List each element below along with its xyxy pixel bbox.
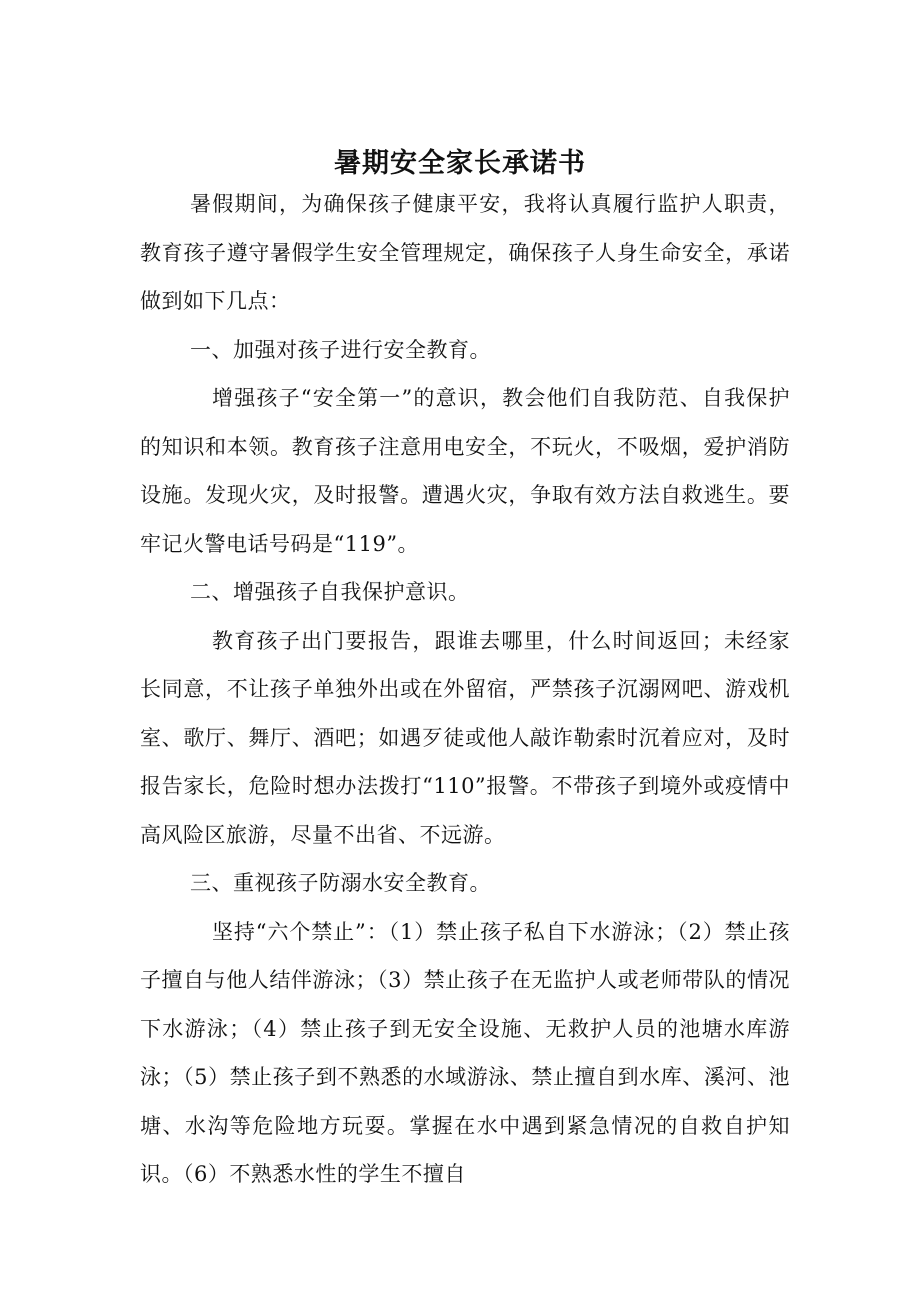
intro-paragraph: 暑假期间，为确保孩子健康平安，我将认真履行监护人职责，教育孩子遵守暑假学生安全管理规定，确保孩子人身生命安全，承诺做到如下几点： — [140, 192, 790, 313]
section-paragraph-3: 坚持“六个禁止”：（1）禁止孩子私自下水游泳；（2）禁止孩子擅自与他人结伴游泳；（3）禁止孩子在无监护人或老师带队的情况下水游泳；（4）禁止孩子到无安全设施、无救护人员的池塘水库游泳；（5）禁止孩子到不熟悉的水域游泳、禁止擅自到水库、溪河、池塘、水沟等危险地方玩耍。掌握在水中遇到紧急情况的自救自护知识。（6）不熟悉水性的学生不擅自 — [140, 919, 790, 1186]
document-body — [140, 180, 790, 1199]
section-heading-3: 三、重视孩子防溺水安全教育。 — [190, 871, 491, 895]
section-paragraph-1: 增强孩子“安全第一”的意识，教会他们自我防范、自我保护的知识和本领。教育孩子注意用电安全，不玩火，不吸烟，爱护消防设施。发现火灾，及时报警。遭遇火灾，争取有效方法自救逃生。要牢记火警电话号码是“119”。 — [140, 386, 790, 556]
document-title: 暑期安全家长承诺书 — [334, 148, 586, 180]
section-paragraph-2: 教育孩子出门要报告，跟谁去哪里，什么时间返回；未经家长同意，不让孩子单独外出或在外留宿，严禁孩子沉溺网吧、游戏机室、歌厅、舞厅、酒吧；如遇歹徒或他人敲诈勒索时沉着应对，及时报告家长，危险时想办法拨打“110”报警。不带孩子到境外或疫情中高风险区旅游，尽量不出省、不远游。 — [140, 628, 790, 847]
section-heading-1: 一、加强对孩子进行安全教育。 — [190, 337, 491, 362]
section-heading-2: 二、增强孩子自我保护意识。 — [190, 580, 470, 604]
